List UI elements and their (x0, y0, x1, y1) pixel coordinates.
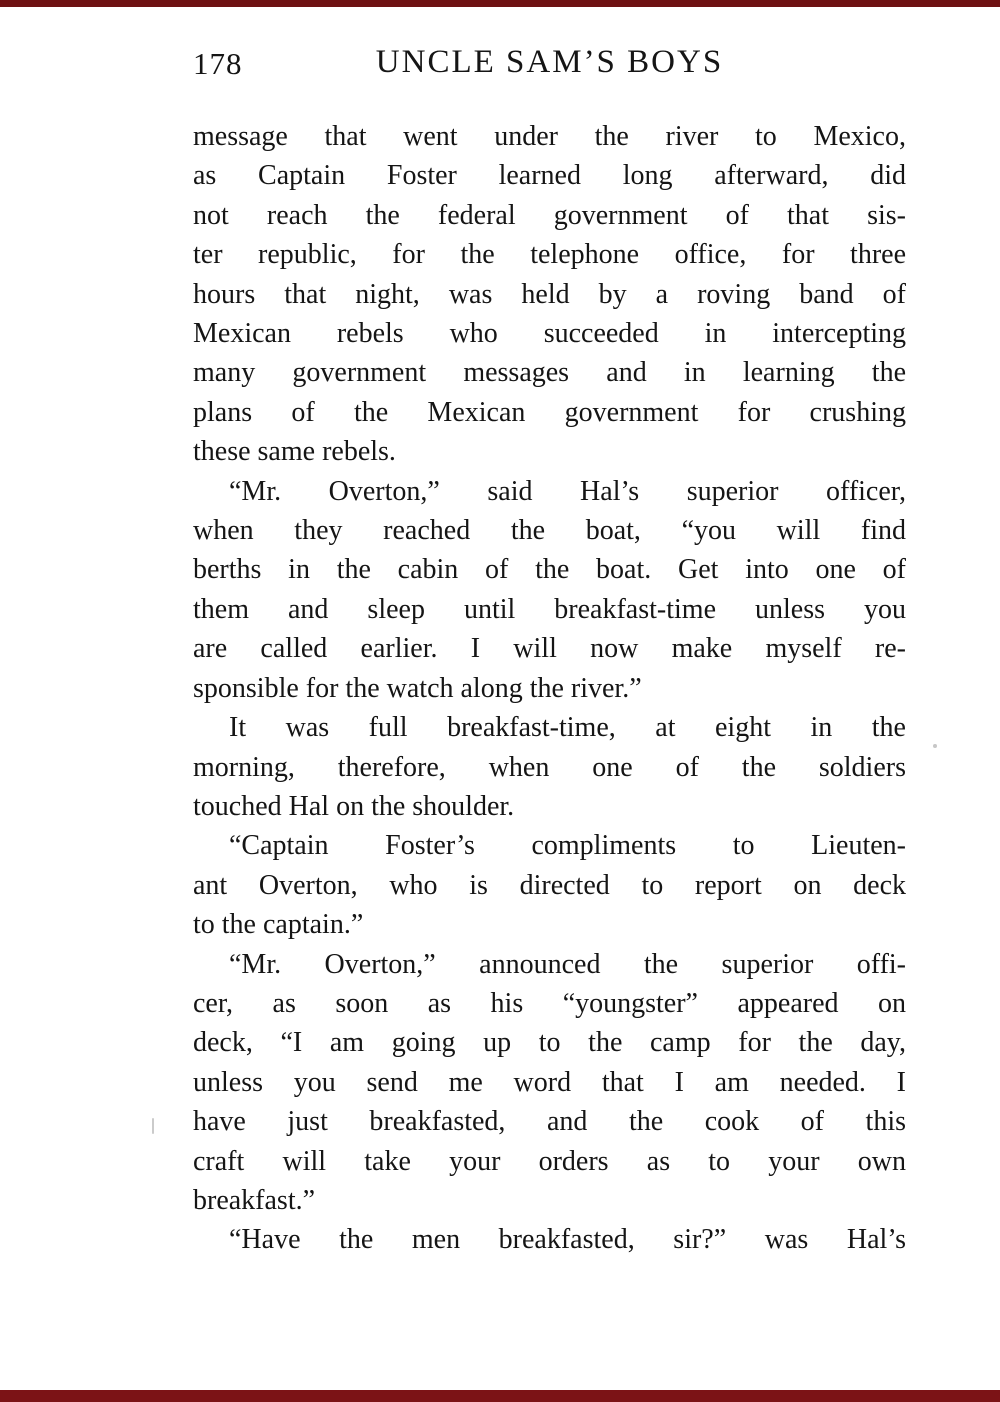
text-line: “Have the men breakfasted, sir?” was Hal’s (229, 1224, 906, 1256)
paragraph (193, 945, 906, 1221)
text-line: when they reached the boat, “you will find (193, 515, 906, 547)
text-line: plans of the Mexican government for crushing (193, 396, 906, 428)
scan-artifact (152, 1118, 154, 1134)
text-line: them and sleep until breakfast-time unless you (193, 593, 906, 625)
bottom-edge-bar (0, 1390, 1000, 1402)
text-line: “Captain Foster’s compliments to Lieuten- (229, 830, 906, 862)
text-line: have just breakfasted, and the cook of this (193, 1106, 906, 1138)
paragraph (193, 117, 906, 472)
top-edge-bar (0, 0, 1000, 7)
text-line: touched Hal on the shoulder. (193, 790, 515, 822)
text-line: It was full breakfast-time, at eight in the (229, 712, 906, 744)
text-line: not reach the federal government of that sis- (193, 199, 906, 231)
text-line: morning, therefore, when one of the soldiers (193, 751, 906, 783)
text-line: sponsible for the watch along the river.” (193, 672, 642, 704)
text-line: many government messages and in learning the (193, 357, 906, 389)
text-line: cer, as soon as his “youngster” appeared on (193, 987, 906, 1019)
text-line: hours that night, was held by a roving band of (193, 278, 906, 310)
paragraph (193, 708, 906, 826)
text-line: “Mr. Overton,” announced the superior offi- (229, 948, 906, 980)
text-line: are called earlier. I will now make myself re- (193, 633, 906, 665)
page-number: 178 (193, 46, 243, 81)
text-line: breakfast.” (193, 1184, 316, 1216)
text-line: message that went under the river to Mexico, (193, 121, 906, 152)
text-line: deck, “I am going up to the camp for the day, (193, 1027, 906, 1059)
paragraph (193, 826, 906, 944)
text-line: Mexican rebels who succeeded in intercepting (193, 318, 906, 350)
text-line: to the captain.” (193, 909, 364, 941)
body-text (193, 117, 906, 1260)
page-header (193, 44, 906, 84)
text-line: unless you send me word that I am needed. I (193, 1066, 906, 1098)
text-line: craft will take your orders as to your own (193, 1145, 906, 1177)
paragraph (193, 1220, 906, 1259)
text-line: ant Overton, who is directed to report on deck (193, 869, 906, 901)
text-line: ter republic, for the telephone office, for three (193, 239, 906, 271)
running-title: UNCLE SAM’S BOYS (375, 44, 724, 80)
scan-artifact (933, 744, 937, 748)
text-line: berths in the cabin of the boat. Get into one of (193, 554, 906, 586)
text-line: as Captain Foster learned long afterward, did (193, 160, 906, 192)
paragraph (193, 472, 906, 708)
text-line: “Mr. Overton,” said Hal’s superior officer, (229, 475, 906, 507)
text-line: these same rebels. (193, 436, 396, 468)
